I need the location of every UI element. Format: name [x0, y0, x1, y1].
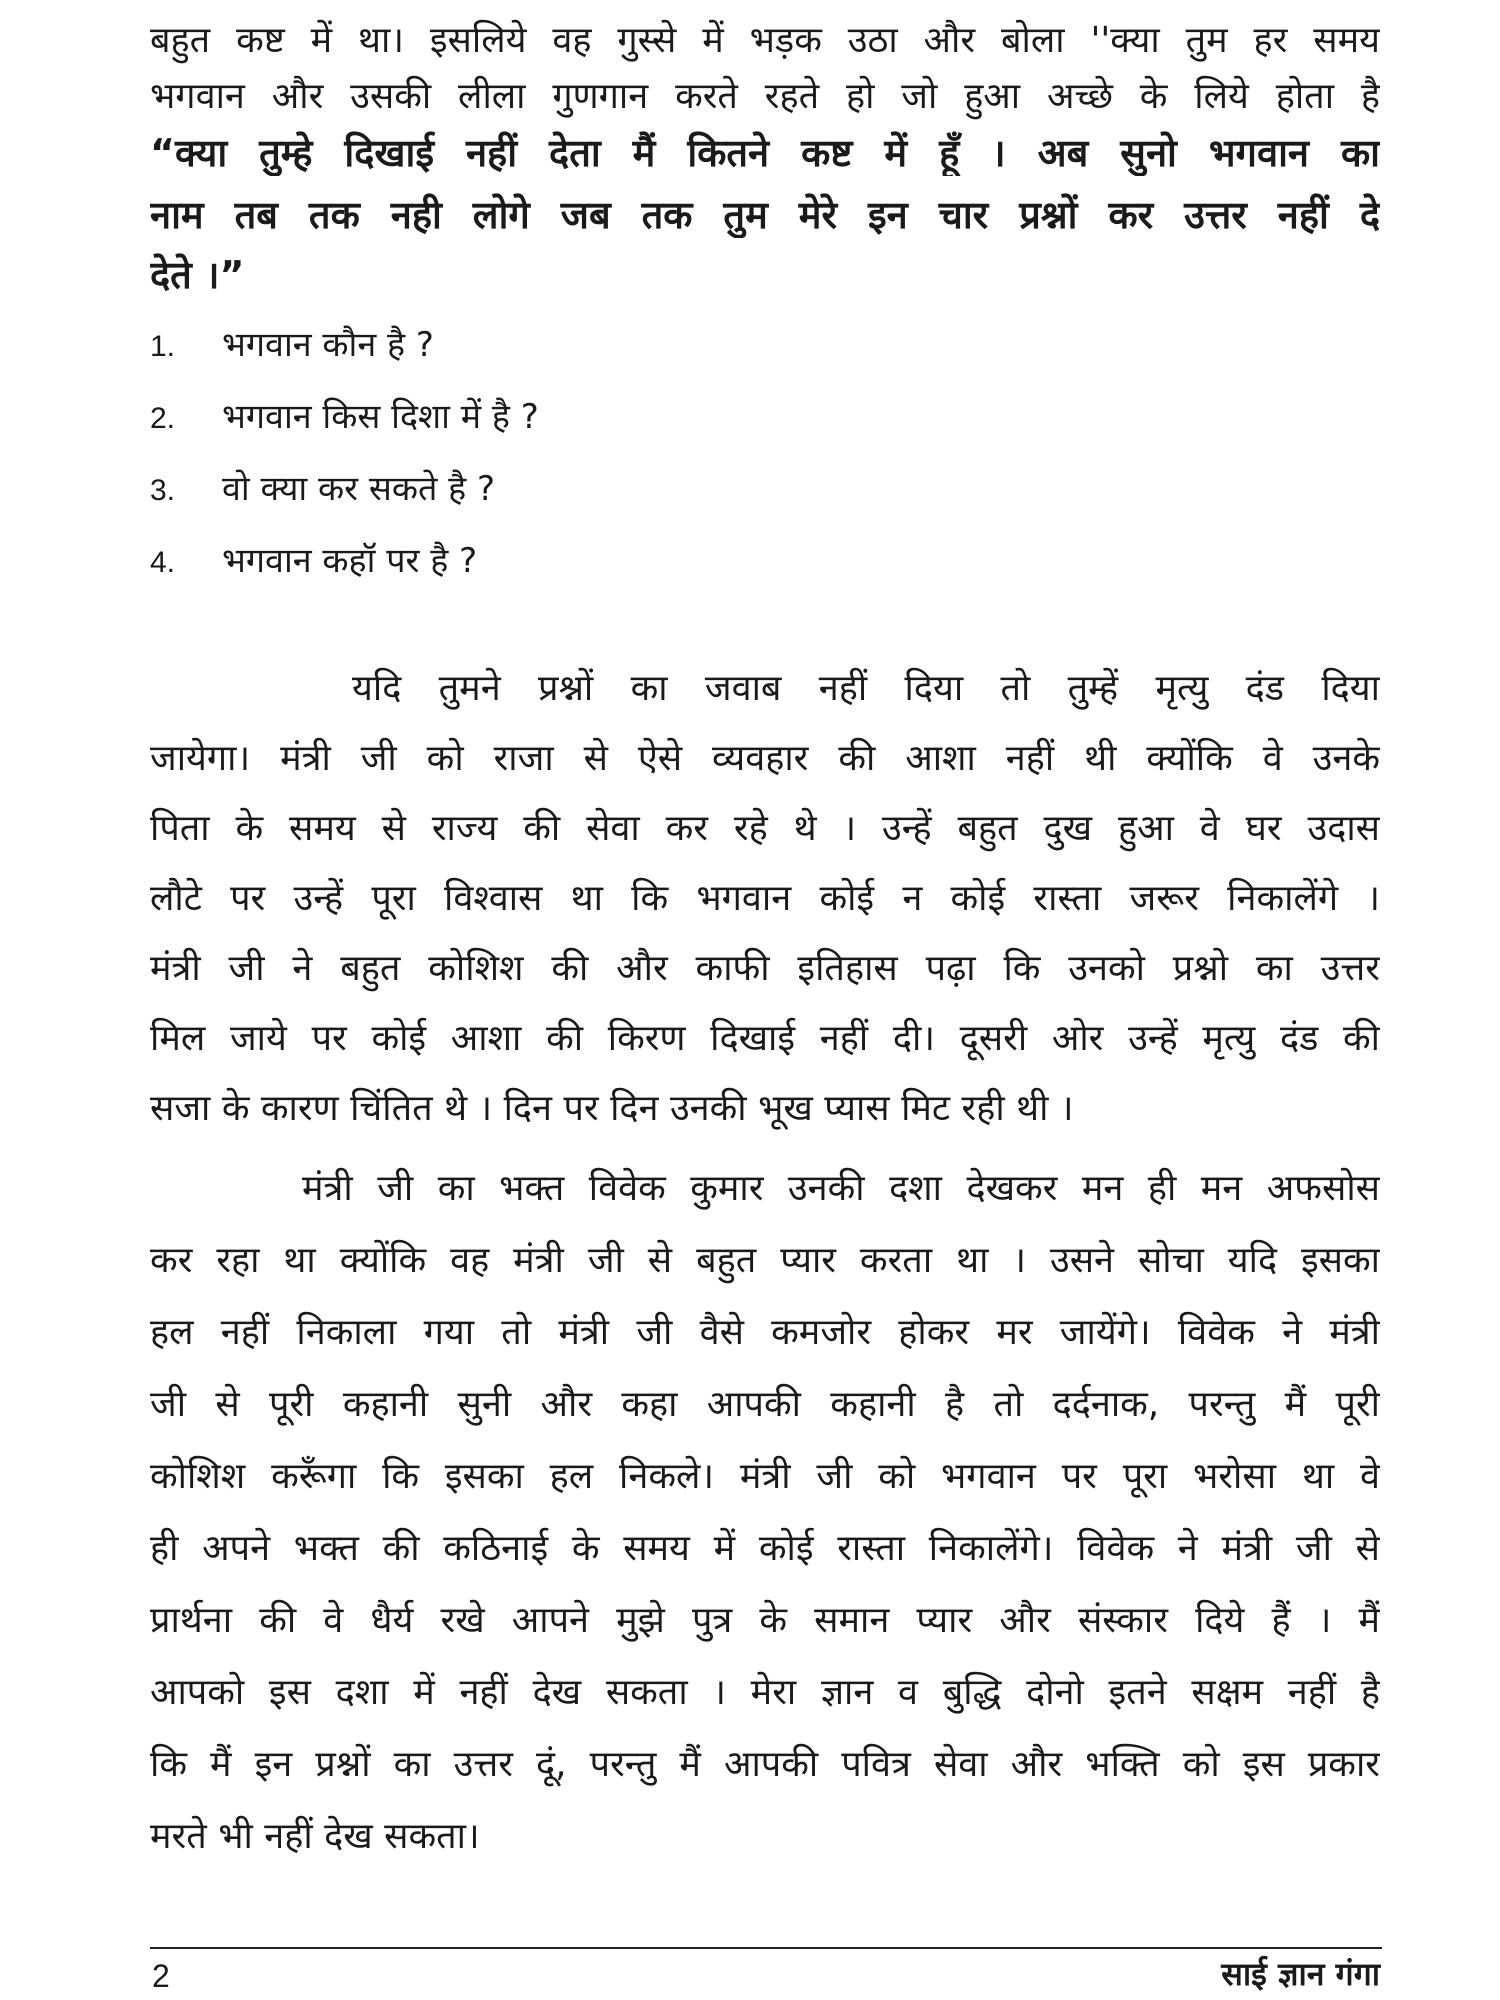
text-line: मरते भी नहीं देख सकता। — [150, 1816, 480, 1857]
question-item — [150, 466, 1150, 514]
running-title: साई ज्ञान गंगा — [1221, 1955, 1380, 1993]
text-line: कि मैं इन प्रश्नों का उत्तर दूं, परन्तु मैं आपकी पवित्र सेवा और भक्ति को इस प्रकार — [150, 1744, 1380, 1785]
question-number: 4. — [150, 546, 176, 579]
question-text: भगवान कौन है ? — [222, 325, 434, 365]
question-item — [150, 394, 1150, 442]
page-number: 2 — [152, 1958, 170, 1994]
question-text: भगवान किस दिशा में है ? — [222, 397, 539, 437]
paragraph-first-line: यदि तुमने प्रश्नों का जवाब नहीं दिया तो तुम्हें मृत्यु दंड दिया — [352, 668, 1380, 709]
question-text: वो क्या कर सकते है ? — [222, 469, 496, 509]
text-line: आपको इस दशा में नहीं देख सकता । मेरा ज्ञान व बुद्धि दोनो इतने सक्षम नहीं है — [150, 1672, 1380, 1713]
text-line: हल नहीं निकाला गया तो मंत्री जी वैसे कमजोर होकर मर जायेंगे। विवेक ने मंत्री — [150, 1312, 1380, 1353]
question-number: 2. — [150, 402, 176, 435]
text-line: पिता के समय से राज्य की सेवा कर रहे थे । उन्हें बहुत दुख हुआ वे घर उदास — [150, 808, 1380, 849]
text-line: कर रहा था क्योंकि वह मंत्री जी से बहुत प्यार करता था । उसने सोचा यदि इसका — [150, 1240, 1380, 1281]
bold-text-line: नाम तब तक नही लोगे जब तक तुम मेरे इन चार प्रश्नों कर उत्तर नहीं दे — [150, 193, 1380, 237]
text-line: प्रार्थना की वे धैर्य रखे आपने मुझे पुत्र के समान प्यार और संस्कार दिये हैं । मैं — [150, 1600, 1380, 1641]
text-line: भगवान और उसकी लीला गुणगान करते रहते हो जो हुआ अच्छे के लिये होता है — [150, 76, 1380, 117]
footer-divider — [150, 1947, 1382, 1949]
text-line: जी से पूरी कहानी सुनी और कहा आपकी कहानी है तो दर्दनाक, परन्तु मैं पूरी — [150, 1384, 1380, 1425]
text-line: सजा के कारण चिंतित थे । दिन पर दिन उनकी भूख प्यास मिट रही थी । — [150, 1088, 1074, 1129]
text-line: कोशिश करूँगा कि इसका हल निकले। मंत्री जी को भगवान पर पूरा भरोसा था वे — [150, 1456, 1380, 1497]
question-item — [150, 322, 1150, 370]
question-text: भगवान कहॉ पर है ? — [222, 541, 478, 581]
question-number: 3. — [150, 474, 176, 507]
bold-text-line: देते ।” — [150, 253, 245, 297]
text-line: मिल जाये पर कोई आशा की किरण दिखाई नहीं दी। दूसरी ओर उन्हें मृत्यु दंड की — [150, 1018, 1380, 1059]
question-number: 1. — [150, 330, 176, 363]
text-line: मंत्री जी ने बहुत कोशिश की और काफी इतिहास पढ़ा कि उनको प्रश्नो का उत्तर — [150, 948, 1380, 989]
paragraph-first-line: मंत्री जी का भक्त विवेक कुमार उनकी दशा देखकर मन ही मन अफसोस — [302, 1168, 1380, 1209]
question-item — [150, 538, 1150, 586]
text-line: जायेगा। मंत्री जी को राजा से ऐसे व्यवहार की आशा नहीं थी क्योंकि वे उनके — [150, 738, 1380, 779]
text-line: ही अपने भक्त की कठिनाई के समय में कोई रास्ता निकालेंगे। विवेक ने मंत्री जी से — [150, 1528, 1380, 1569]
bold-text-line: “क्या तुम्हे दिखाई नहीं देता मैं कितने कष्ट में हूँ । अब सुनो भगवान का — [150, 131, 1380, 175]
text-line: बहुत कष्ट में था। इसलिये वह गुस्से में भड़क उठा और बोला ''क्या तुम हर समय — [150, 20, 1380, 61]
text-line: लौटे पर उन्हें पूरा विश्वास था कि भगवान कोई न कोई रास्ता जरूर निकालेंगे । — [150, 878, 1380, 919]
